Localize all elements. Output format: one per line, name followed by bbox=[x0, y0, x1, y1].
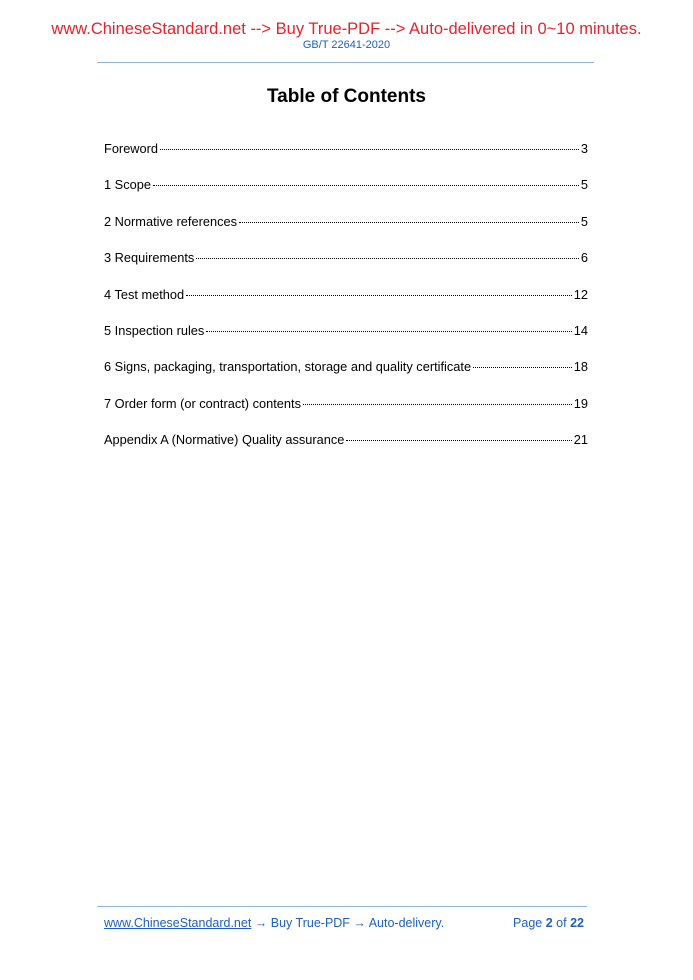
toc-entry-page: 12 bbox=[573, 286, 588, 302]
toc-entry-page: 3 bbox=[580, 141, 588, 156]
current-page: 2 bbox=[545, 916, 553, 930]
footer-site-link[interactable]: www.ChineseStandard.net bbox=[104, 916, 252, 930]
toc-entry-inspection-rules[interactable] bbox=[104, 323, 588, 359]
toc-leader bbox=[239, 222, 579, 223]
toc-entry-text: Foreword bbox=[104, 141, 159, 156]
toc-entry-text: 4 Test method bbox=[104, 286, 185, 302]
toc-entry-page: 21 bbox=[573, 432, 588, 448]
toc-entry-text: 6 Signs, packaging, transportation, storage and quality certificate bbox=[104, 359, 472, 375]
toc-entry-page: 18 bbox=[573, 359, 588, 375]
toc-entry-order-form[interactable] bbox=[104, 396, 588, 432]
banner-link[interactable]: www.ChineseStandard.net --> Buy True-PDF --> Auto-delivered in 0~10 minutes. bbox=[51, 20, 642, 38]
toc-entry-text: Appendix A (Normative) Quality assurance bbox=[104, 432, 345, 448]
toc-leader bbox=[196, 258, 579, 259]
footer-divider bbox=[97, 906, 587, 907]
toc-entry-text: 3 Requirements bbox=[104, 250, 195, 266]
toc-entry-text: 5 Inspection rules bbox=[104, 322, 205, 338]
toc-entry-text: 1 Scope bbox=[104, 177, 151, 193]
footer-promo-text: → Buy True-PDF → Auto-delivery. bbox=[251, 916, 445, 930]
toc-entry-foreword[interactable] bbox=[104, 141, 588, 177]
table-of-contents bbox=[104, 141, 588, 469]
toc-entry-appendix-a[interactable] bbox=[104, 432, 588, 468]
total-pages: 22 bbox=[570, 916, 584, 930]
toc-entry-text: 7 Order form (or contract) contents bbox=[104, 395, 301, 411]
footer-promo bbox=[104, 915, 444, 931]
toc-entry-test-method[interactable] bbox=[104, 287, 588, 323]
toc-leader bbox=[160, 149, 579, 150]
toc-leader bbox=[206, 331, 571, 332]
toc-entry-normative-references[interactable] bbox=[104, 214, 588, 250]
page-label: Page bbox=[513, 916, 543, 930]
toc-entry-page: 5 bbox=[580, 177, 588, 193]
toc-entry-page: 14 bbox=[573, 322, 588, 338]
of-label: of bbox=[556, 916, 567, 930]
toc-leader bbox=[186, 295, 572, 296]
toc-entry-page: 6 bbox=[580, 250, 588, 266]
toc-entry-page: 19 bbox=[573, 395, 588, 411]
header-divider bbox=[97, 62, 594, 63]
toc-entry-page: 5 bbox=[580, 213, 588, 229]
page-title: Table of Contents bbox=[266, 86, 427, 107]
toc-entry-requirements[interactable] bbox=[104, 250, 588, 286]
toc-leader bbox=[303, 404, 572, 405]
standard-code: GB/T 22641-2020 bbox=[302, 39, 391, 51]
toc-entry-scope[interactable] bbox=[104, 177, 588, 213]
page-number bbox=[513, 915, 584, 931]
toc-leader bbox=[346, 440, 571, 441]
toc-leader bbox=[473, 367, 572, 368]
toc-entry-text: 2 Normative references bbox=[104, 213, 237, 229]
toc-entry-signs-packaging[interactable] bbox=[104, 359, 588, 395]
toc-leader bbox=[153, 185, 579, 186]
